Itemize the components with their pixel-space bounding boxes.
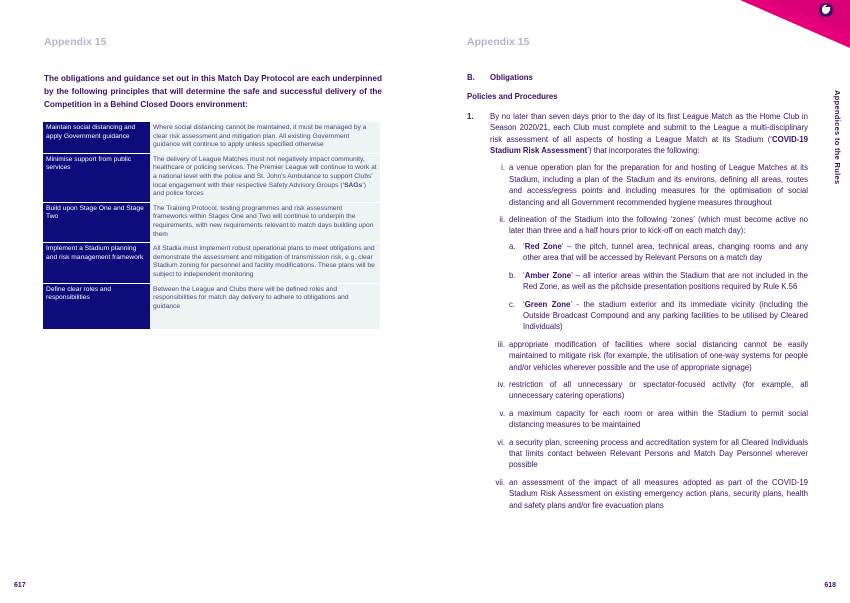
- table-row: [43, 243, 380, 283]
- table-row: [43, 202, 380, 242]
- zone-description: – all interior areas within the Stadium that are not included in the Red Zone, as well as the pitchside presentation positions required by Rule K.56: [523, 270, 808, 292]
- intro-paragraph: The obligations and guidance set out in this Match Day Protocol are each underpinned by the following principles that will determine the safe and successful delivery of the Competition in a Behind Closed Doors environment:: [44, 74, 382, 109]
- right-page-header: Appendix 15: [467, 36, 530, 48]
- description-cell: Between the League and Clubs there will be defined roles and responsibilities for match day delivery to adhere to obligations and guidance: [150, 283, 380, 329]
- paragraph-1: [467, 111, 808, 157]
- zone-name: Red Zone: [524, 241, 562, 251]
- paragraph-text-bold: COVID-19 Stadium Risk Assessment: [490, 134, 808, 156]
- section-title: Obligations: [490, 73, 533, 82]
- item-number: v.: [499, 408, 505, 418]
- zone-item: [509, 270, 808, 293]
- zone-text: [523, 241, 808, 264]
- item-text: an assessment of the impact of all measures adopted as part of the COVID-19 Stadium Risk Assessment on existing emergency action plans, security plans, health and safety plans and/or fire evacuation plans: [509, 477, 808, 510]
- paragraph-text: [490, 111, 808, 157]
- zone-quote-close: ’: [571, 270, 573, 280]
- item-number: vii.: [495, 477, 505, 487]
- zone-quote-close: ’: [561, 241, 564, 251]
- principles-table: [43, 122, 380, 330]
- table-row: [43, 283, 380, 329]
- appendices-side-tab: Appendices to the Rules: [833, 90, 842, 185]
- section-heading: [467, 72, 808, 83]
- item-number: iv.: [497, 379, 505, 389]
- item-text: appropriate modification of facilities where social distancing cannot be easily maintained to mitigate risk (for example, the utilisation of one-way systems for people and/or vehicles wherever possible and the use of appropriate signage): [509, 339, 808, 372]
- item-text: delineation of the Stadium into the following ‘zones’ (which must become active no later than three and a half hours prior to kick-off on each match day):: [509, 215, 808, 236]
- zone-text: [523, 299, 808, 333]
- zone-letter: a.: [509, 241, 516, 251]
- description-cell: The Training Protocol, testing programmes and risk assessment frameworks within Stages One and Two will continue to underpin the requirements, with new requirements relevant to match days building upon them: [150, 202, 380, 242]
- paragraph-text-pre: By no later than seven days prior to the day of its first League Match as the Home Club in Season 2020/21, each Club must complete and submit to the League a multi-disciplinary risk assessment of all aspects of hosting a League Match at its Stadium (‘: [490, 111, 808, 144]
- left-page-number: 617: [14, 582, 26, 589]
- zone-name: Green Zone: [524, 299, 571, 309]
- principle-cell: Minimise support from public services: [43, 153, 150, 202]
- description-cell: All Stadia must implement robust operational plans to meet obligations and demonstrate the assessment and mitigation of transmission risk, e.g. clear Stadium zoning for personnel and facility modifications. These plans will be subject to independent monitoring: [150, 243, 380, 283]
- item-number: vi.: [497, 437, 505, 447]
- description-cell: [150, 153, 380, 202]
- right-page-number: 618: [824, 582, 836, 589]
- zone-description: – the pitch, tunnel area, technical areas, changing rooms and any other area that will be accessed by Relevant Persons on a match day: [523, 241, 808, 263]
- principle-cell: Define clear roles and responsibilities: [43, 283, 150, 329]
- subsection-title: Policies and Procedures: [467, 92, 558, 102]
- zone-text: [523, 270, 808, 293]
- zones-list: [509, 241, 808, 333]
- item-text: a venue operation plan for the preparation for and hosting of League Matches at its Stadium, including a plan of the Stadium and its environs, defining all areas, routes and access/egress points and including measures for the optimisation of social distancing and all Government recommended hygiene measures throughout: [509, 163, 808, 207]
- table-row: [43, 122, 380, 153]
- zone-letter: c.: [509, 299, 516, 309]
- zone-item: [509, 241, 808, 264]
- principle-cell: Build upon Stage One and Stage Two: [43, 202, 150, 242]
- item-number: iii.: [497, 339, 505, 349]
- principle-cell: Maintain social distancing and apply Government guidance: [43, 122, 150, 153]
- left-page-header: Appendix 15: [44, 36, 107, 48]
- list-item: [490, 162, 808, 208]
- premier-league-lion-icon: [819, 3, 833, 17]
- list-item: [490, 379, 808, 402]
- item-text: restriction of all unnecessary or spectator-focused activity (for example, all unnecessary catering operations): [509, 379, 808, 401]
- list-item: [490, 408, 808, 431]
- obligations-section: [467, 72, 808, 517]
- zone-item: [509, 299, 808, 333]
- description-bold: SAGs: [344, 181, 363, 189]
- corner-decoration: [740, 0, 850, 48]
- zone-description: - the stadium exterior and its immediate vicinity (including the Outside Broadcast Compound and any parking facilities to be utilised by Cleared Individuals): [523, 299, 808, 332]
- items-list: [490, 162, 808, 511]
- list-item: [490, 477, 808, 511]
- list-item: [490, 214, 808, 237]
- zone-quote-open: ‘: [523, 241, 525, 251]
- item-number: ii.: [499, 215, 505, 225]
- zone-quote-open: ‘: [523, 270, 525, 280]
- section-label: B.: [467, 73, 475, 82]
- zone-quote-close: ’: [570, 299, 572, 309]
- table-row: [43, 153, 380, 202]
- item-text: a maximum capacity for each room or area within the Stadium to permit social distancing measures to be maintained: [509, 408, 808, 430]
- description-text: ’) and police forces: [153, 181, 366, 198]
- zone-quote-open: ‘: [523, 299, 525, 309]
- paragraph-number: 1.: [467, 111, 474, 121]
- item-number: i.: [501, 163, 505, 173]
- description-text: The delivery of League Matches must not negatively impact community, healthcare or policing services. The Premier League will continue to work at a national level with the police and St. John's Ambulance to support Clubs' local engagement with their respective Safety Advisory Groups (‘: [153, 155, 377, 189]
- list-item: [490, 339, 808, 373]
- item-text: a security plan, screening process and accreditation system for all Cleared Individuals that limits contact between Relevant Persons and Match Day Personnel wherever possible: [509, 437, 808, 470]
- principle-cell: Implement a Stadium planning and risk management framework: [43, 243, 150, 283]
- list-item: [490, 437, 808, 471]
- zone-letter: b.: [509, 270, 516, 280]
- zone-name: Amber Zone: [524, 270, 572, 280]
- paragraph-text-post: ’) that incorporates the following:: [587, 146, 700, 156]
- description-cell: Where social distancing cannot be maintained, it must be managed by a clear risk assessment and mitigation plan. All existing Government guidance will continue to apply unless specified otherwise: [150, 122, 380, 153]
